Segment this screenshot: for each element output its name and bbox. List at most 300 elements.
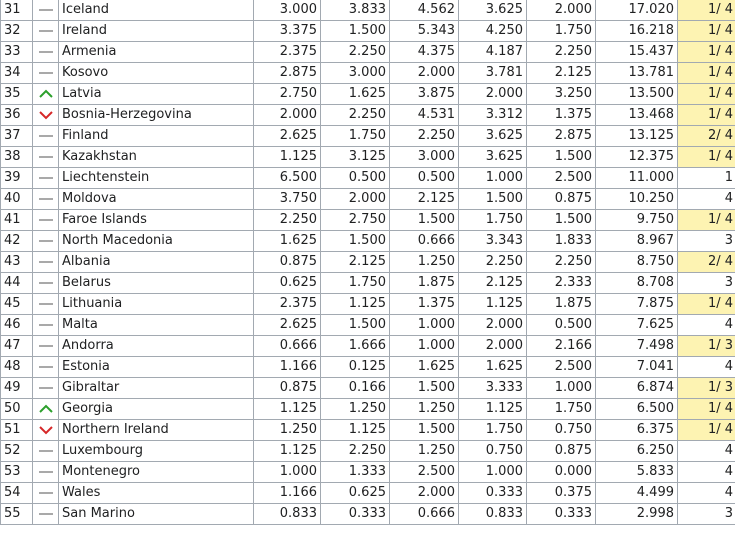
season-4-cell: 2.000 [459, 315, 527, 336]
season-3-cell: 0.666 [390, 504, 459, 525]
season-2-cell: 3.833 [321, 0, 390, 21]
trend-cell [33, 147, 59, 168]
rank-cell: 53 [1, 462, 33, 483]
trend-cell [33, 105, 59, 126]
total-cell: 9.750 [596, 210, 678, 231]
total-cell: 8.708 [596, 273, 678, 294]
season-1-cell: 0.875 [254, 252, 321, 273]
country-cell: North Macedonia [59, 231, 254, 252]
season-2-cell: 3.125 [321, 147, 390, 168]
table-row [1, 210, 735, 231]
trend-cell [33, 378, 59, 399]
season-2-cell: 2.125 [321, 252, 390, 273]
season-2-cell: 0.125 [321, 357, 390, 378]
country-cell: Bosnia-Herzegovina [59, 105, 254, 126]
season-5-cell: 2.250 [527, 42, 596, 63]
trend-same-icon [39, 68, 53, 78]
season-5-cell: 0.875 [527, 189, 596, 210]
group-cell: 1/ 4 [678, 210, 735, 231]
season-1-cell: 1.166 [254, 483, 321, 504]
group-cell: 1/ 4 [678, 84, 735, 105]
group-cell: 4 [678, 315, 735, 336]
rank-cell: 36 [1, 105, 33, 126]
rank-cell: 50 [1, 399, 33, 420]
trend-cell [33, 357, 59, 378]
season-3-cell: 1.500 [390, 420, 459, 441]
total-cell: 7.041 [596, 357, 678, 378]
season-3-cell: 1.875 [390, 273, 459, 294]
country-cell: Kosovo [59, 63, 254, 84]
total-cell: 6.250 [596, 441, 678, 462]
table-row [1, 357, 735, 378]
trend-up-icon [39, 89, 53, 99]
country-cell: Gibraltar [59, 378, 254, 399]
country-cell: Faroe Islands [59, 210, 254, 231]
country-cell: Estonia [59, 357, 254, 378]
trend-cell [33, 315, 59, 336]
season-2-cell: 2.250 [321, 105, 390, 126]
total-cell: 12.375 [596, 147, 678, 168]
season-1-cell: 2.375 [254, 42, 321, 63]
season-5-cell: 2.500 [527, 168, 596, 189]
season-4-cell: 0.833 [459, 504, 527, 525]
season-1-cell: 0.666 [254, 336, 321, 357]
total-cell: 5.833 [596, 462, 678, 483]
table-row [1, 399, 735, 420]
table-row [1, 105, 735, 126]
rank-cell: 32 [1, 21, 33, 42]
rank-cell: 49 [1, 378, 33, 399]
ranking-table-body [1, 0, 735, 525]
rank-cell: 41 [1, 210, 33, 231]
country-cell: Moldova [59, 189, 254, 210]
season-1-cell: 3.750 [254, 189, 321, 210]
total-cell: 6.375 [596, 420, 678, 441]
season-3-cell: 4.375 [390, 42, 459, 63]
season-2-cell: 0.333 [321, 504, 390, 525]
trend-same-icon [39, 5, 53, 15]
trend-same-icon [39, 362, 53, 372]
season-5-cell: 2.000 [527, 0, 596, 21]
season-4-cell: 1.125 [459, 399, 527, 420]
season-4-cell: 2.250 [459, 252, 527, 273]
country-cell: San Marino [59, 504, 254, 525]
group-cell: 1/ 4 [678, 0, 735, 21]
season-2-cell: 1.125 [321, 294, 390, 315]
country-cell: Iceland [59, 0, 254, 21]
season-1-cell: 0.875 [254, 378, 321, 399]
trend-cell [33, 63, 59, 84]
season-2-cell: 1.333 [321, 462, 390, 483]
table-row [1, 231, 735, 252]
country-cell: Malta [59, 315, 254, 336]
table-row [1, 147, 735, 168]
season-5-cell: 0.333 [527, 504, 596, 525]
season-1-cell: 1.000 [254, 462, 321, 483]
total-cell: 6.874 [596, 378, 678, 399]
rank-cell: 47 [1, 336, 33, 357]
total-cell: 6.500 [596, 399, 678, 420]
trend-cell [33, 21, 59, 42]
season-5-cell: 2.125 [527, 63, 596, 84]
season-2-cell: 0.500 [321, 168, 390, 189]
rank-cell: 43 [1, 252, 33, 273]
trend-same-icon [39, 215, 53, 225]
table-row [1, 84, 735, 105]
season-4-cell: 3.781 [459, 63, 527, 84]
trend-same-icon [39, 467, 53, 477]
season-1-cell: 2.250 [254, 210, 321, 231]
total-cell: 10.250 [596, 189, 678, 210]
season-5-cell: 0.750 [527, 420, 596, 441]
group-cell: 1/ 4 [678, 147, 735, 168]
trend-cell [33, 504, 59, 525]
group-cell: 1/ 4 [678, 63, 735, 84]
season-2-cell: 3.000 [321, 63, 390, 84]
season-1-cell: 0.833 [254, 504, 321, 525]
group-cell: 1/ 3 [678, 378, 735, 399]
table-row [1, 420, 735, 441]
trend-cell [33, 231, 59, 252]
season-3-cell: 1.250 [390, 252, 459, 273]
rank-cell: 42 [1, 231, 33, 252]
rank-cell: 40 [1, 189, 33, 210]
trend-same-icon [39, 257, 53, 267]
table-row [1, 0, 735, 21]
season-2-cell: 0.166 [321, 378, 390, 399]
season-3-cell: 5.343 [390, 21, 459, 42]
total-cell: 17.020 [596, 0, 678, 21]
season-5-cell: 0.000 [527, 462, 596, 483]
group-cell: 1 [678, 168, 735, 189]
season-2-cell: 1.500 [321, 231, 390, 252]
season-5-cell: 1.000 [527, 378, 596, 399]
rank-cell: 37 [1, 126, 33, 147]
season-3-cell: 4.531 [390, 105, 459, 126]
country-cell: Finland [59, 126, 254, 147]
rank-cell: 55 [1, 504, 33, 525]
season-4-cell: 1.000 [459, 462, 527, 483]
trend-same-icon [39, 509, 53, 519]
season-4-cell: 3.625 [459, 147, 527, 168]
season-1-cell: 1.125 [254, 441, 321, 462]
table-row [1, 441, 735, 462]
rank-cell: 38 [1, 147, 33, 168]
season-1-cell: 2.875 [254, 63, 321, 84]
trend-cell [33, 336, 59, 357]
trend-cell [33, 168, 59, 189]
season-5-cell: 0.875 [527, 441, 596, 462]
table-row [1, 294, 735, 315]
season-5-cell: 1.875 [527, 294, 596, 315]
season-2-cell: 1.750 [321, 126, 390, 147]
group-cell: 1/ 3 [678, 336, 735, 357]
season-5-cell: 2.166 [527, 336, 596, 357]
season-1-cell: 1.625 [254, 231, 321, 252]
trend-down-icon [39, 110, 53, 120]
season-1-cell: 1.250 [254, 420, 321, 441]
trend-cell [33, 441, 59, 462]
season-4-cell: 1.500 [459, 189, 527, 210]
trend-same-icon [39, 299, 53, 309]
group-cell: 1/ 4 [678, 21, 735, 42]
season-1-cell: 1.125 [254, 399, 321, 420]
table-row [1, 462, 735, 483]
season-4-cell: 0.750 [459, 441, 527, 462]
total-cell: 13.500 [596, 84, 678, 105]
season-3-cell: 1.000 [390, 315, 459, 336]
season-5-cell: 2.500 [527, 357, 596, 378]
total-cell: 13.781 [596, 63, 678, 84]
rank-cell: 52 [1, 441, 33, 462]
season-5-cell: 2.875 [527, 126, 596, 147]
table-row [1, 168, 735, 189]
season-4-cell: 2.000 [459, 84, 527, 105]
trend-cell [33, 189, 59, 210]
trend-same-icon [39, 446, 53, 456]
season-5-cell: 1.750 [527, 21, 596, 42]
season-5-cell: 1.500 [527, 210, 596, 231]
trend-same-icon [39, 194, 53, 204]
season-3-cell: 1.000 [390, 336, 459, 357]
rank-cell: 34 [1, 63, 33, 84]
season-2-cell: 1.250 [321, 399, 390, 420]
table-row [1, 21, 735, 42]
total-cell: 4.499 [596, 483, 678, 504]
season-3-cell: 1.500 [390, 378, 459, 399]
season-2-cell: 1.125 [321, 420, 390, 441]
season-3-cell: 2.250 [390, 126, 459, 147]
season-2-cell: 1.750 [321, 273, 390, 294]
season-5-cell: 1.500 [527, 147, 596, 168]
season-4-cell: 1.750 [459, 420, 527, 441]
total-cell: 8.750 [596, 252, 678, 273]
rank-cell: 45 [1, 294, 33, 315]
season-3-cell: 2.500 [390, 462, 459, 483]
season-2-cell: 1.500 [321, 315, 390, 336]
rank-cell: 35 [1, 84, 33, 105]
total-cell: 7.498 [596, 336, 678, 357]
group-cell: 4 [678, 462, 735, 483]
season-4-cell: 3.625 [459, 126, 527, 147]
total-cell: 13.125 [596, 126, 678, 147]
season-5-cell: 2.333 [527, 273, 596, 294]
group-cell: 1/ 4 [678, 294, 735, 315]
season-4-cell: 1.625 [459, 357, 527, 378]
country-cell: Montenegro [59, 462, 254, 483]
trend-same-icon [39, 341, 53, 351]
trend-cell [33, 42, 59, 63]
season-2-cell: 2.250 [321, 441, 390, 462]
trend-cell [33, 420, 59, 441]
season-3-cell: 0.500 [390, 168, 459, 189]
season-5-cell: 3.250 [527, 84, 596, 105]
country-cell: Andorra [59, 336, 254, 357]
trend-cell [33, 483, 59, 504]
country-cell: Ireland [59, 21, 254, 42]
total-cell: 2.998 [596, 504, 678, 525]
season-4-cell: 2.125 [459, 273, 527, 294]
season-3-cell: 4.562 [390, 0, 459, 21]
trend-cell [33, 273, 59, 294]
table-row [1, 336, 735, 357]
season-3-cell: 1.625 [390, 357, 459, 378]
season-1-cell: 1.166 [254, 357, 321, 378]
season-1-cell: 3.375 [254, 21, 321, 42]
season-3-cell: 2.000 [390, 63, 459, 84]
season-3-cell: 2.000 [390, 483, 459, 504]
table-row [1, 378, 735, 399]
trend-same-icon [39, 26, 53, 36]
rank-cell: 51 [1, 420, 33, 441]
table-row [1, 189, 735, 210]
table-row [1, 483, 735, 504]
trend-same-icon [39, 278, 53, 288]
season-4-cell: 1.750 [459, 210, 527, 231]
table-row [1, 504, 735, 525]
group-cell: 4 [678, 189, 735, 210]
country-cell: Belarus [59, 273, 254, 294]
season-1-cell: 2.000 [254, 105, 321, 126]
trend-same-icon [39, 152, 53, 162]
country-cell: Georgia [59, 399, 254, 420]
season-5-cell: 1.750 [527, 399, 596, 420]
season-4-cell: 3.625 [459, 0, 527, 21]
trend-same-icon [39, 131, 53, 141]
season-4-cell: 3.333 [459, 378, 527, 399]
season-5-cell: 0.375 [527, 483, 596, 504]
rank-cell: 39 [1, 168, 33, 189]
country-cell: Armenia [59, 42, 254, 63]
group-cell: 4 [678, 483, 735, 504]
trend-same-icon [39, 236, 53, 246]
total-cell: 16.218 [596, 21, 678, 42]
table-row [1, 42, 735, 63]
country-cell: Wales [59, 483, 254, 504]
trend-up-icon [39, 404, 53, 414]
country-cell: Liechtenstein [59, 168, 254, 189]
rank-cell: 33 [1, 42, 33, 63]
trend-cell [33, 84, 59, 105]
season-5-cell: 2.250 [527, 252, 596, 273]
table-row [1, 63, 735, 84]
season-1-cell: 3.000 [254, 0, 321, 21]
trend-same-icon [39, 173, 53, 183]
country-cell: Northern Ireland [59, 420, 254, 441]
country-cell: Lithuania [59, 294, 254, 315]
season-1-cell: 2.625 [254, 315, 321, 336]
country-cell: Kazakhstan [59, 147, 254, 168]
season-3-cell: 2.125 [390, 189, 459, 210]
group-cell: 1/ 4 [678, 42, 735, 63]
season-4-cell: 0.333 [459, 483, 527, 504]
group-cell: 2/ 4 [678, 126, 735, 147]
season-1-cell: 2.375 [254, 294, 321, 315]
season-1-cell: 1.125 [254, 147, 321, 168]
trend-cell [33, 0, 59, 21]
total-cell: 8.967 [596, 231, 678, 252]
rank-cell: 31 [1, 0, 33, 21]
season-3-cell: 1.500 [390, 210, 459, 231]
trend-cell [33, 399, 59, 420]
trend-same-icon [39, 383, 53, 393]
season-4-cell: 4.250 [459, 21, 527, 42]
season-5-cell: 1.833 [527, 231, 596, 252]
season-4-cell: 3.312 [459, 105, 527, 126]
season-2-cell: 1.500 [321, 21, 390, 42]
trend-cell [33, 210, 59, 231]
total-cell: 7.625 [596, 315, 678, 336]
season-4-cell: 4.187 [459, 42, 527, 63]
season-3-cell: 1.250 [390, 441, 459, 462]
table-row [1, 273, 735, 294]
rank-cell: 48 [1, 357, 33, 378]
trend-cell [33, 462, 59, 483]
trend-same-icon [39, 488, 53, 498]
season-4-cell: 2.000 [459, 336, 527, 357]
season-2-cell: 2.000 [321, 189, 390, 210]
country-cell: Luxembourg [59, 441, 254, 462]
season-2-cell: 1.625 [321, 84, 390, 105]
group-cell: 1/ 4 [678, 105, 735, 126]
trend-cell [33, 252, 59, 273]
rank-cell: 54 [1, 483, 33, 504]
group-cell: 4 [678, 441, 735, 462]
table-row [1, 252, 735, 273]
season-2-cell: 1.666 [321, 336, 390, 357]
rank-cell: 46 [1, 315, 33, 336]
country-cell: Albania [59, 252, 254, 273]
season-2-cell: 2.250 [321, 42, 390, 63]
season-4-cell: 1.000 [459, 168, 527, 189]
season-5-cell: 1.375 [527, 105, 596, 126]
season-2-cell: 0.625 [321, 483, 390, 504]
table-row [1, 126, 735, 147]
season-3-cell: 0.666 [390, 231, 459, 252]
table-row [1, 315, 735, 336]
total-cell: 13.468 [596, 105, 678, 126]
trend-same-icon [39, 47, 53, 57]
total-cell: 7.875 [596, 294, 678, 315]
season-3-cell: 3.000 [390, 147, 459, 168]
season-1-cell: 0.625 [254, 273, 321, 294]
season-1-cell: 2.625 [254, 126, 321, 147]
season-3-cell: 1.250 [390, 399, 459, 420]
trend-cell [33, 126, 59, 147]
season-1-cell: 2.750 [254, 84, 321, 105]
trend-same-icon [39, 320, 53, 330]
trend-down-icon [39, 425, 53, 435]
trend-cell [33, 294, 59, 315]
season-3-cell: 1.375 [390, 294, 459, 315]
total-cell: 11.000 [596, 168, 678, 189]
group-cell: 4 [678, 357, 735, 378]
season-2-cell: 2.750 [321, 210, 390, 231]
season-4-cell: 1.125 [459, 294, 527, 315]
group-cell: 3 [678, 273, 735, 294]
rank-cell: 44 [1, 273, 33, 294]
group-cell: 2/ 4 [678, 252, 735, 273]
group-cell: 1/ 4 [678, 399, 735, 420]
group-cell: 3 [678, 231, 735, 252]
country-cell: Latvia [59, 84, 254, 105]
season-1-cell: 6.500 [254, 168, 321, 189]
season-5-cell: 0.500 [527, 315, 596, 336]
season-3-cell: 3.875 [390, 84, 459, 105]
total-cell: 15.437 [596, 42, 678, 63]
season-4-cell: 3.343 [459, 231, 527, 252]
group-cell: 1/ 4 [678, 420, 735, 441]
